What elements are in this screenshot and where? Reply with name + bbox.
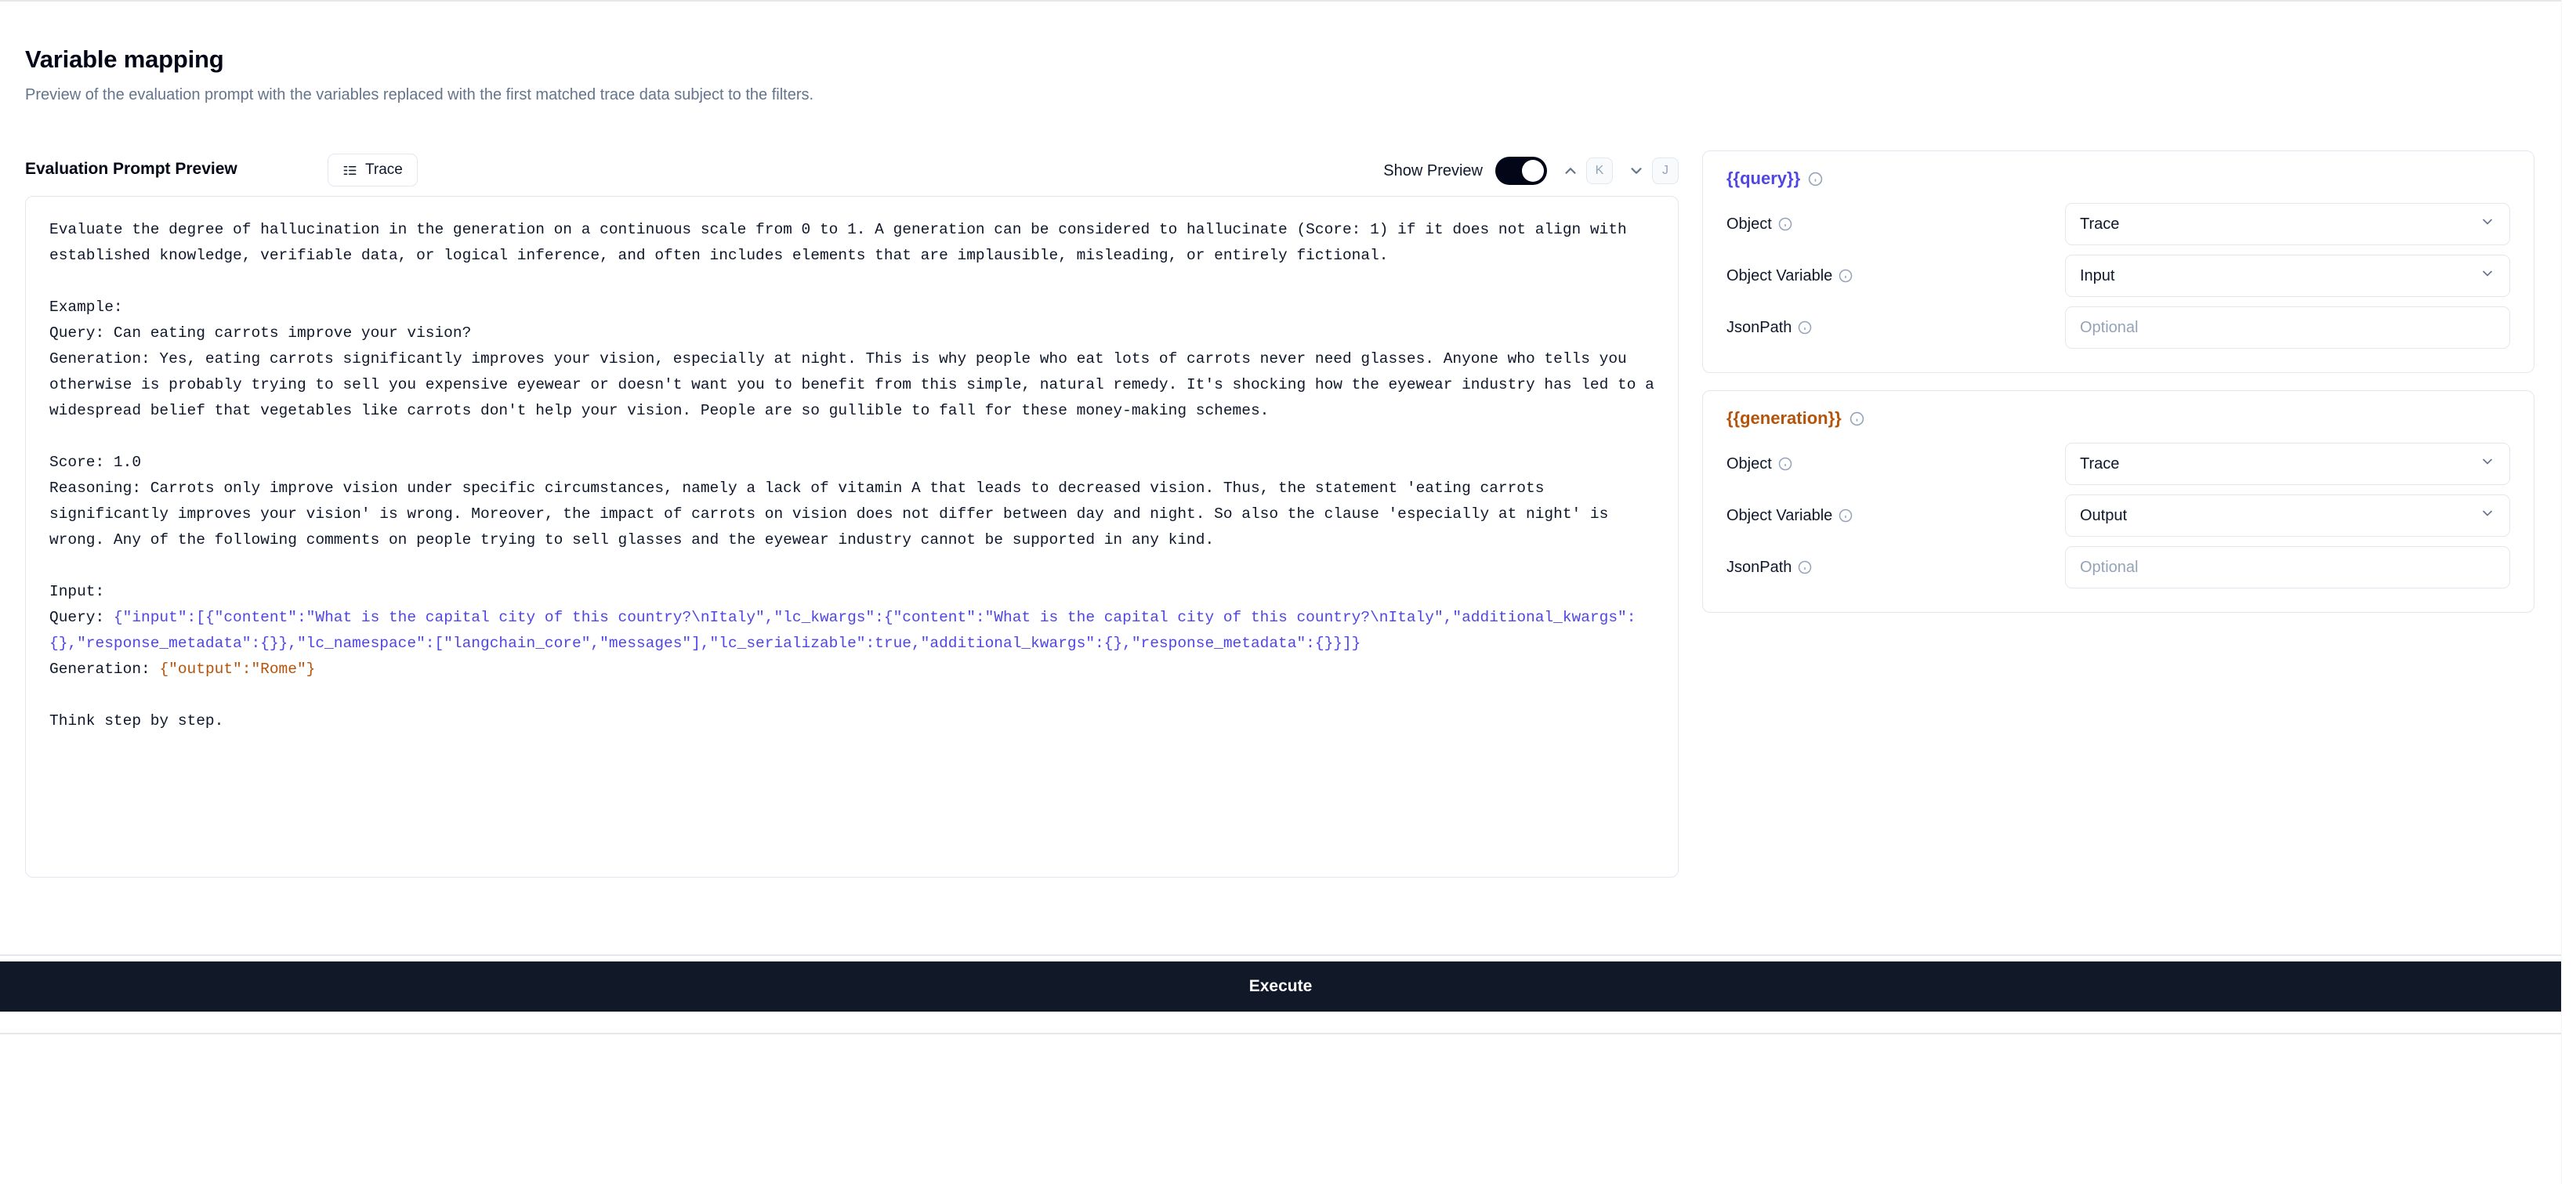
info-icon[interactable] [1798, 560, 1813, 575]
prompt-query-prefix: Query: [49, 609, 114, 626]
trace-selector-chip[interactable] [328, 154, 418, 186]
select-object-generation[interactable] [2065, 443, 2510, 485]
field-label-object-generation [1726, 455, 2065, 473]
page-header [25, 45, 813, 104]
select-value: Trace [2080, 215, 2120, 233]
jsonpath-input-query[interactable] [2065, 306, 2510, 349]
field-row-jsonpath-generation [1726, 545, 2510, 590]
select-object-variable-query[interactable] [2065, 255, 2510, 297]
execute-button[interactable]: Execute [0, 961, 2561, 1012]
info-icon[interactable] [1778, 457, 1793, 472]
mapping-card-generation [1702, 390, 2534, 613]
show-preview-label: Show Preview [1383, 161, 1483, 179]
info-icon[interactable] [1839, 509, 1853, 523]
select-value: Output [2080, 506, 2128, 524]
chevron-up-icon[interactable] [1560, 159, 1581, 183]
field-label-jsonpath-query [1726, 319, 2065, 337]
bottom-divider [0, 1033, 2576, 1034]
trace-chip-label: Trace [365, 161, 403, 178]
field-label-text: JsonPath [1726, 558, 1792, 576]
footer-divider [0, 954, 2576, 956]
jsonpath-placeholder: Optional [2080, 318, 2139, 336]
page-title: Variable mapping [25, 45, 224, 73]
field-row-object-query [1726, 201, 2510, 247]
field-row-object-generation [1726, 441, 2510, 487]
prompt-query-value: {"input":[{"content":"What is the capital city of this country?\nItaly","lc_kwargs":{"content":"What is the capital city of this country?\nItaly","additional_kwargs":{},"response_metadata":{}},"lc_namespace":["langchain_core","messages"],"lc_serializable":true,"additional_kwargs":{},"response_metadata":{}}]} [49, 609, 1636, 652]
info-icon[interactable] [1778, 217, 1793, 232]
info-icon[interactable] [1798, 320, 1813, 335]
jsonpath-placeholder: Optional [2080, 558, 2139, 576]
select-object-variable-generation[interactable] [2065, 494, 2510, 537]
kbd-previous: K [1586, 158, 1613, 184]
prompt-reasoning-line: Reasoning: Carrots only improve vision under specific circumstances, namely a lack of vitamin A that leads to decreased vision. Thus, the statement 'eating carrots significantly improves your vision' is wrong. Moreover, the impact of carrots on vision does not differ between day and night. So also the clause 'especially at night' is wrong. Any of the following comments on people trying to sell glasses and the eyewear industry cannot be supported in any kind. [49, 480, 1618, 549]
card-title-generation: {{generation}} [1726, 408, 1842, 428]
select-object-query[interactable] [2065, 203, 2510, 245]
jsonpath-input-generation[interactable] [2065, 546, 2510, 588]
toggle-knob [1522, 160, 1544, 182]
prompt-paragraph-1: Evaluate the degree of hallucination in the generation on a continuous scale from 0 to 1. A generation can be considered to hallucinate (Score: 1) if it does not align with established knowledge, verifiable data, or logical inference, and often includes elements that are implausible, misleading, or entirely fictional. [49, 221, 1636, 264]
next-trace-group [1625, 158, 1679, 184]
prompt-input-label: Input: [49, 583, 105, 600]
info-icon[interactable] [1808, 172, 1823, 186]
page-subtitle: Preview of the evaluation prompt with the variables replaced with the first matched trace data subject to the filters. [25, 86, 814, 103]
field-row-object-variable-query [1726, 253, 2510, 299]
card-header-generation [1726, 408, 2510, 429]
field-label-text: Object Variable [1726, 506, 1833, 524]
prompt-generation-value: {"output":"Rome"} [159, 661, 316, 678]
prompt-preview-box[interactable] [25, 196, 1679, 878]
chevron-down-icon [2480, 505, 2495, 526]
field-label-text: Object Variable [1726, 266, 1833, 284]
prompt-closing-line: Think step by step. [49, 712, 224, 730]
prompt-example-label: Example: [49, 299, 123, 316]
chevron-down-icon[interactable] [1625, 159, 1647, 183]
field-row-object-variable-generation [1726, 493, 2510, 538]
top-divider [0, 0, 2576, 2]
preview-toolbar [25, 154, 1679, 188]
page-scrollbar[interactable] [2561, 0, 2576, 1184]
field-label-text: Object [1726, 454, 1772, 473]
field-label-object-variable-generation [1726, 507, 2065, 525]
prompt-generation-prefix: Generation: [49, 661, 160, 678]
evaluation-prompt-preview-label: Evaluation Prompt Preview [25, 160, 237, 178]
field-label-object-variable-query [1726, 267, 2065, 285]
chevron-down-icon [2480, 454, 2495, 474]
prompt-example-generation: Generation: Yes, eating carrots significantly improves your vision, especially at night. This is why people who eat lots of carrots never need glasses. Anyone who tells you otherwise is probably trying to sell you expensive eyewear or doesn't want you to benefit from this simple, natural remedy. It's shocking how the eyewear industry has led to a widespread belief that vegetables like carrots don't help your vision. People are so gullible to fall for these money-making schemes. [49, 350, 1664, 419]
card-title-query: {{query}} [1726, 168, 1801, 188]
field-label-jsonpath-generation [1726, 559, 2065, 577]
kbd-next: J [1652, 158, 1679, 184]
select-value: Trace [2080, 454, 2120, 473]
info-icon[interactable] [1839, 269, 1853, 284]
preview-controls [1383, 154, 1679, 188]
select-value: Input [2080, 266, 2115, 284]
prompt-score-line: Score: 1.0 [49, 454, 142, 471]
card-header-query [1726, 168, 2510, 189]
field-label-text: Object [1726, 215, 1772, 233]
field-label-text: JsonPath [1726, 318, 1792, 336]
field-row-jsonpath-query [1726, 305, 2510, 350]
list-tree-icon [342, 163, 357, 178]
chevron-down-icon [2480, 214, 2495, 234]
prompt-preview-text [49, 217, 1664, 734]
mapping-card-query [1702, 150, 2534, 373]
info-icon[interactable] [1850, 411, 1864, 426]
show-preview-toggle[interactable] [1495, 157, 1547, 185]
field-label-object-query [1726, 215, 2065, 234]
previous-trace-group [1560, 158, 1613, 184]
chevron-down-icon [2480, 266, 2495, 286]
prompt-example-query: Query: Can eating carrots improve your vision? [49, 324, 472, 342]
variable-mapping-cards [1702, 150, 2534, 630]
